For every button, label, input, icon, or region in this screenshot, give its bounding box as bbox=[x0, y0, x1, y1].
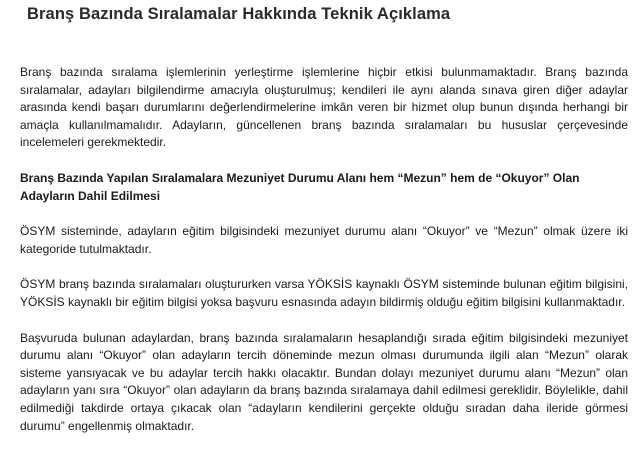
document-title: Branş Bazında Sıralamalar Hakkında Teknik Açıklama bbox=[27, 5, 451, 23]
intro-paragraph: Branş bazında sıralama işlemlerinin yerleştirme işlemlerine hiçbir etkisi bulunmamaktadır. Branş bazında sıralamalar, adayları bilgilendirme amacıyla oluşturulmuş; kendileri ile aynı alanda sınava giren diğer adaylar arasında kendi başarı durumlarını değerlendirmelerine imkân veren bir hizmet olup bunun dışında herhangi bir amaçla kullanılmamalıdır. Adayların, güncellenen branş bazında sıralamaları bu hususlar çerçevesinde incelemeleri gerekmektedir. bbox=[20, 65, 628, 150]
paragraph-education-source: ÖSYM branş bazında sıralamaları oluştururken varsa YÖKSİS kaynaklı ÖSYM sisteminde bulunan eğitim bilgisini, YÖKSİS kaynaklı bir eğitim bilgisi yoksa başvuru esnasında adayın bildirmiş olduğu eğitim bilgisini kullanmaktadır. bbox=[20, 277, 628, 309]
paragraph-inclusion-reason: Başvuruda bulunan adaylardan, branş bazında sıralamaların hesaplandığı sırada eğitim bilgisindeki mezuniyet durumu alanı “Okuyor” olan adayların tercih döneminde mezun olması durumunda ilgili alan “Mezun” olarak sisteme yansıyacak ve bu adaylar tercih hakkı olacaktır. Bundan dolayı mezuniyet durumu alanı “Mezun” olan adayların yanı sıra “Okuyor” olan adayların da branş bazında sıralamaya dahil edilmesi gereklidir. Böylelikle, dahil edilmediği takdirde ortaya çıkacak olan “adayların kendilerini gerçekte olduğu sıradan daha ileride görmesi durumu” engellenmiş olmaktadır. bbox=[20, 330, 628, 433]
document-body bbox=[20, 64, 628, 453]
paragraph-graduation-status: ÖSYM sisteminde, adayların eğitim bilgisindeki mezuniyet durumu alanı “Okuyor” ve “Mezun” olmak üzere iki kategoride tutulmaktadır. bbox=[20, 224, 628, 256]
section-heading: Branş Bazında Yapılan Sıralamalara Mezuniyet Durumu Alanı hem “Mezun” hem de “Okuyor” Olan Adayların Dahil Edilmesi bbox=[20, 170, 580, 203]
